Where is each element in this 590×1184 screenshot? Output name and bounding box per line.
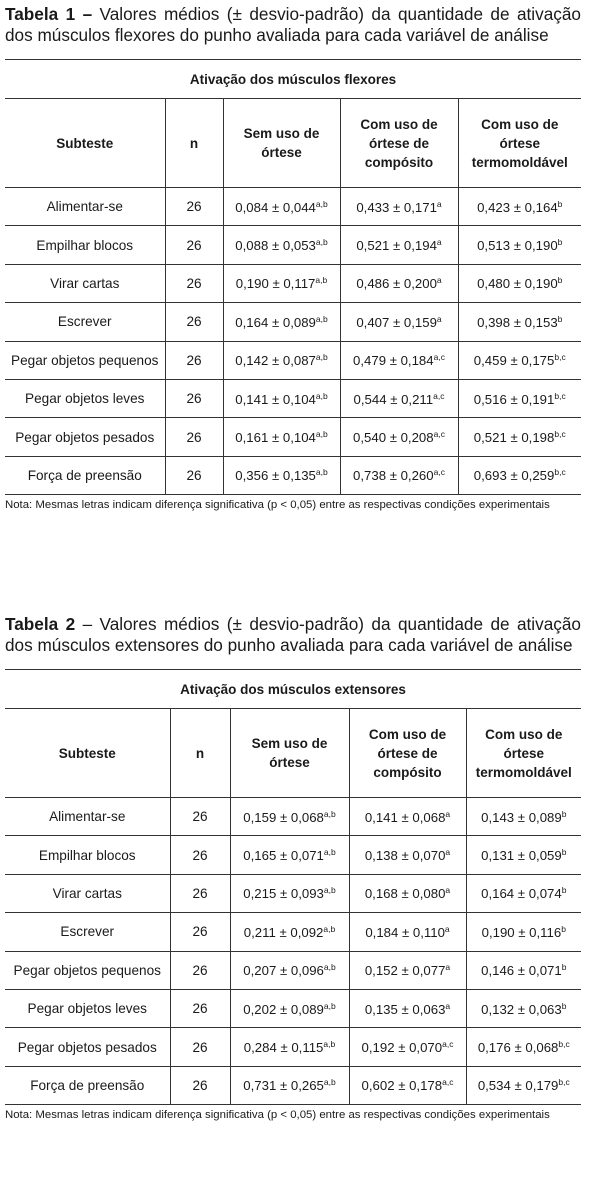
cell-sem-ortese [230,951,349,989]
table-2-block [5,614,581,1122]
cell-sem-ortese-value: 0,088 ± 0,053 [235,238,316,254]
cell-ortese-composito [349,874,466,912]
cell-ortese-termomoldavel [458,188,581,226]
cell-sem-ortese-significance: a,b [323,1039,336,1050]
cell-ortese-termomoldavel [466,951,581,989]
cell-n [170,989,230,1027]
cell-ortese-termomoldavel-value: 0,693 ± 0,259 [473,468,555,484]
cell-sem-ortese [223,303,340,341]
cell-ortese-composito-value: 0,544 ± 0,211 [353,391,434,407]
cell-n [165,226,223,264]
cell-subteste-value: Virar cartas [50,275,120,291]
cell-sem-ortese-significance: a,b [323,808,336,819]
cell-n [170,798,230,836]
cell-ortese-composito-value: 0,168 ± 0,080 [364,886,446,902]
cell-ortese-termomoldavel [466,1066,581,1104]
cell-ortese-composito [340,264,458,302]
cell-subteste [5,456,165,494]
table-row [5,951,581,989]
cell-ortese-termomoldavel-value: 0,146 ± 0,071 [481,963,562,979]
table-2-caption [5,614,581,655]
cell-sem-ortese-value: 0,211 ± 0,092 [243,924,324,940]
table-row [5,1066,581,1104]
cell-sem-ortese [230,913,349,951]
cell-sem-ortese-significance: a,b [323,847,336,858]
cell-ortese-composito [340,188,458,226]
cell-sem-ortese-value: 0,202 ± 0,089 [243,1001,324,1017]
cell-subteste-value: Pegar objetos pequenos [11,352,159,368]
cell-n [165,303,223,341]
cell-ortese-termomoldavel [458,226,581,264]
cell-subteste-value: Escrever [57,314,112,330]
cell-sem-ortese-value: 0,190 ± 0,117 [235,276,316,292]
cell-ortese-composito [340,418,458,456]
table-row [5,379,581,417]
cell-n-value: 26 [186,314,202,330]
cell-sem-ortese-significance: a,b [315,390,328,401]
cell-ortese-composito-significance: a,c [433,429,445,440]
cell-sem-ortese [230,989,349,1027]
table-2-caption-label: Tabela 2 [5,614,76,634]
cell-subteste [5,798,170,836]
cell-sem-ortese-significance: a,b [323,885,336,896]
cell-sem-ortese-significance: a,b [315,275,328,286]
cell-ortese-termomoldavel-significance: b [561,885,567,896]
cell-n-value: 26 [186,237,202,253]
cell-ortese-termomoldavel [458,456,581,494]
cell-n [165,456,223,494]
cell-ortese-composito [340,303,458,341]
cell-sem-ortese [223,456,340,494]
cell-sem-ortese [230,874,349,912]
cell-ortese-composito [349,836,466,874]
table-1-body [5,188,581,495]
cell-ortese-composito [340,341,458,379]
table-2-span-header: Ativação dos músculos extensores [5,670,581,709]
cell-n-value: 26 [186,429,202,445]
cell-subteste-value: Empilhar blocos [38,847,136,863]
cell-sem-ortese-value: 0,161 ± 0,104 [235,430,316,446]
cell-subteste-value: Escrever [60,924,115,940]
cell-sem-ortese-significance: a,b [315,313,328,324]
cell-sem-ortese-significance: a,b [315,429,328,440]
cell-n [165,418,223,456]
cell-n-value: 26 [186,352,202,368]
cell-ortese-termomoldavel-value: 0,398 ± 0,153 [477,314,558,330]
cell-n [170,1028,230,1066]
cell-ortese-composito-value: 0,521 ± 0,194 [356,238,437,254]
cell-sem-ortese-value: 0,165 ± 0,071 [243,848,324,864]
cell-ortese-termomoldavel-value: 0,423 ± 0,164 [477,199,558,215]
cell-ortese-termomoldavel-significance: b [561,1000,567,1011]
cell-sem-ortese-value: 0,356 ± 0,135 [235,468,316,484]
cell-subteste-value: Força de preensão [30,1077,145,1093]
table-row [5,989,581,1027]
cell-ortese-composito-significance: a,c [442,1039,454,1050]
cell-n-value: 26 [192,1077,208,1093]
cell-ortese-termomoldavel-significance: b [557,237,563,248]
cell-n [165,341,223,379]
cell-ortese-termomoldavel [466,1028,581,1066]
cell-ortese-composito-value: 0,407 ± 0,159 [356,314,437,330]
cell-ortese-composito-significance: a,c [442,1077,454,1088]
cell-sem-ortese-value: 0,284 ± 0,115 [243,1040,324,1056]
cell-ortese-composito-significance: a [445,962,451,973]
cell-n-value: 26 [192,1001,208,1017]
cell-ortese-termomoldavel [458,379,581,417]
table-row [5,188,581,226]
cell-subteste-value: Pegar objetos leves [25,391,145,407]
cell-ortese-composito-value: 0,602 ± 0,178 [361,1078,443,1094]
cell-ortese-composito-value: 0,152 ± 0,077 [364,963,446,979]
table-2-note: Nota: Mesmas letras indicam diferença significativa (p < 0,05) entre as respectivas condições experimentais [5,1109,550,1122]
cell-subteste [5,1066,170,1104]
cell-sem-ortese-significance: a,b [323,1000,336,1011]
cell-ortese-termomoldavel-significance: b,c [554,352,566,363]
table-row [5,303,581,341]
cell-ortese-termomoldavel-significance: b [561,847,567,858]
cell-sem-ortese-significance: a,b [323,1077,336,1088]
cell-n-value: 26 [186,199,202,215]
cell-ortese-termomoldavel-significance: b [561,962,567,973]
cell-ortese-termomoldavel-significance: b,c [558,1077,570,1088]
table-1-block [5,4,581,512]
cell-subteste [5,836,170,874]
cell-n [165,264,223,302]
cell-ortese-composito-significance: a [445,1000,451,1011]
col-header-n: n [165,99,223,188]
table-2 [5,669,581,1105]
cell-ortese-composito-value: 0,738 ± 0,260 [353,468,434,484]
table-row [5,913,581,951]
cell-ortese-termomoldavel-value: 0,143 ± 0,089 [481,809,562,825]
cell-sem-ortese-significance: a,b [323,923,336,934]
cell-ortese-composito-value: 0,141 ± 0,068 [364,809,446,825]
cell-subteste [5,1028,170,1066]
cell-ortese-composito [349,1028,466,1066]
cell-ortese-termomoldavel-significance: b,c [554,390,566,401]
cell-subteste [5,874,170,912]
cell-subteste [5,341,165,379]
cell-ortese-termomoldavel-value: 0,516 ± 0,191 [473,391,555,407]
cell-ortese-composito-significance: a [436,275,442,286]
cell-ortese-composito [340,226,458,264]
cell-n-value: 26 [186,391,202,407]
cell-n-value: 26 [192,924,208,940]
cell-n [170,874,230,912]
cell-n-value: 26 [186,275,202,291]
cell-ortese-termomoldavel-significance: b,c [554,429,566,440]
cell-ortese-termomoldavel-value: 0,190 ± 0,116 [481,924,562,940]
table-1 [5,59,581,495]
cell-ortese-termomoldavel-significance: b,c [558,1039,570,1050]
cell-ortese-termomoldavel-value: 0,513 ± 0,190 [477,238,558,254]
cell-ortese-termomoldavel-significance: b [557,275,563,286]
cell-sem-ortese-significance: a,b [315,467,328,478]
table-1-caption-text: Valores médios (± desvio-padrão) da quantidade de ativação dos músculos flexores do punho avaliada para cada variável de análise [5,4,581,45]
cell-ortese-termomoldavel [466,836,581,874]
cell-sem-ortese [223,341,340,379]
cell-sem-ortese [230,836,349,874]
table-row [5,456,581,494]
cell-n [170,1066,230,1104]
table-1-header-row [5,99,581,188]
cell-sem-ortese [230,1066,349,1104]
table-1-span-header: Ativação dos músculos flexores [5,60,581,99]
cell-n-value: 26 [192,885,208,901]
col-header-ortese-termomoldavel: Com uso de órtese termomoldável [466,709,581,798]
table-row [5,1028,581,1066]
cell-n-value: 26 [192,809,208,825]
cell-ortese-termomoldavel-value: 0,480 ± 0,190 [477,276,558,292]
table-row [5,836,581,874]
cell-ortese-termomoldavel-value: 0,521 ± 0,198 [473,430,555,446]
cell-ortese-termomoldavel-value: 0,132 ± 0,063 [481,1001,562,1017]
cell-ortese-composito-significance: a [436,237,442,248]
cell-n [165,379,223,417]
cell-ortese-composito [340,456,458,494]
col-header-ortese-composito: Com uso de órtese de compósito [340,99,458,188]
cell-n-value: 26 [192,962,208,978]
cell-subteste [5,264,165,302]
cell-n-value: 26 [192,1039,208,1055]
cell-sem-ortese-value: 0,141 ± 0,104 [235,391,316,407]
table-2-caption-text: – Valores médios (± desvio-padrão) da quantidade de ativação dos músculos extensores do punho avaliada para cada variável de análise [5,614,581,655]
col-header-ortese-composito: Com uso de órtese de compósito [349,709,466,798]
cell-ortese-composito [349,1066,466,1104]
cell-ortese-composito-value: 0,433 ± 0,171 [356,199,437,215]
cell-ortese-termomoldavel [466,798,581,836]
cell-ortese-composito [349,798,466,836]
cell-subteste-value: Pegar objetos pesados [15,429,155,445]
cell-subteste-value: Alimentar-se [49,809,126,825]
cell-subteste [5,951,170,989]
cell-n [165,188,223,226]
cell-sem-ortese-value: 0,731 ± 0,265 [243,1078,324,1094]
cell-ortese-composito-value: 0,479 ± 0,184 [353,353,434,369]
cell-ortese-termomoldavel-value: 0,459 ± 0,175 [473,353,555,369]
cell-sem-ortese [223,379,340,417]
cell-sem-ortese-value: 0,207 ± 0,096 [243,963,324,979]
col-header-sem-ortese: Sem uso de órtese [230,709,349,798]
cell-sem-ortese-significance: a,b [323,962,336,973]
table-row [5,418,581,456]
cell-subteste-value: Pegar objetos pequenos [13,962,161,978]
cell-ortese-composito-value: 0,540 ± 0,208 [353,430,434,446]
col-header-ortese-termomoldavel: Com uso de órtese termomoldável [458,99,581,188]
cell-ortese-termomoldavel [458,303,581,341]
table-1-caption [5,4,581,45]
cell-sem-ortese [223,418,340,456]
cell-subteste [5,226,165,264]
cell-sem-ortese [223,188,340,226]
cell-sem-ortese [230,1028,349,1066]
cell-subteste-value: Empilhar blocos [36,237,134,253]
cell-subteste [5,188,165,226]
cell-ortese-termomoldavel-significance: b [557,313,563,324]
cell-subteste [5,913,170,951]
cell-ortese-termomoldavel-value: 0,164 ± 0,074 [481,886,562,902]
cell-ortese-composito-significance: a [436,198,442,209]
cell-ortese-termomoldavel-significance: b,c [554,467,566,478]
col-header-n: n [170,709,230,798]
col-header-sem-ortese: Sem uso de órtese [223,99,340,188]
cell-ortese-composito [340,379,458,417]
cell-sem-ortese-value: 0,142 ± 0,087 [235,353,316,369]
cell-sem-ortese-significance: a,b [315,352,328,363]
table-1-note: Nota: Mesmas letras indicam diferença significativa (p < 0,05) entre as respectivas condições experimentais [5,499,550,512]
cell-ortese-composito-significance: a [445,847,451,858]
cell-ortese-termomoldavel-value: 0,534 ± 0,179 [477,1078,559,1094]
cell-ortese-termomoldavel [466,913,581,951]
cell-ortese-termomoldavel [458,418,581,456]
cell-ortese-composito [349,951,466,989]
cell-ortese-termomoldavel [458,341,581,379]
col-header-subteste: Subteste [5,99,165,188]
cell-n [170,951,230,989]
table-2-header-row [5,709,581,798]
cell-ortese-termomoldavel-value: 0,131 ± 0,059 [481,848,562,864]
cell-subteste-value: Pegar objetos pesados [17,1039,157,1055]
cell-ortese-composito-significance: a [445,885,451,896]
cell-sem-ortese-significance: a,b [315,198,328,209]
cell-ortese-termomoldavel [466,874,581,912]
cell-ortese-composito-value: 0,138 ± 0,070 [364,848,446,864]
cell-sem-ortese-value: 0,159 ± 0,068 [243,809,324,825]
cell-n-value: 26 [186,467,202,483]
cell-ortese-composito-significance: a,c [433,390,445,401]
table-row [5,341,581,379]
cell-n [170,836,230,874]
cell-ortese-composito-value: 0,135 ± 0,063 [364,1001,446,1017]
cell-sem-ortese [230,798,349,836]
cell-ortese-termomoldavel [466,989,581,1027]
cell-sem-ortese-value: 0,215 ± 0,093 [243,886,324,902]
cell-n [170,913,230,951]
cell-sem-ortese-value: 0,164 ± 0,089 [235,314,316,330]
cell-ortese-composito-value: 0,184 ± 0,110 [365,924,445,940]
cell-ortese-termomoldavel [458,264,581,302]
cell-subteste [5,418,165,456]
cell-ortese-composito-significance: a [444,923,450,934]
cell-ortese-composito-value: 0,486 ± 0,200 [356,276,437,292]
cell-sem-ortese-significance: a,b [315,237,328,248]
cell-subteste [5,379,165,417]
col-header-subteste: Subteste [5,709,170,798]
cell-subteste-value: Força de preensão [27,467,142,483]
cell-ortese-composito-significance: a,c [433,467,445,478]
cell-subteste [5,303,165,341]
cell-ortese-termomoldavel-value: 0,176 ± 0,068 [477,1040,559,1056]
cell-ortese-composito-value: 0,192 ± 0,070 [361,1040,443,1056]
table-1-caption-label: Tabela 1 – [5,4,93,24]
cell-sem-ortese [223,226,340,264]
table-row [5,264,581,302]
table-row [5,226,581,264]
cell-ortese-termomoldavel-significance: b [561,923,566,934]
table-2-body [5,798,581,1105]
cell-n-value: 26 [192,847,208,863]
cell-ortese-composito [349,913,466,951]
cell-subteste-value: Alimentar-se [46,199,123,215]
cell-ortese-termomoldavel-significance: b [557,198,563,209]
table-row [5,798,581,836]
cell-subteste-value: Pegar objetos leves [27,1001,147,1017]
cell-ortese-termomoldavel-significance: b [561,808,567,819]
cell-ortese-composito-significance: a [445,808,451,819]
cell-ortese-composito-significance: a,c [433,352,445,363]
cell-ortese-composito [349,989,466,1027]
cell-sem-ortese [223,264,340,302]
table-row [5,874,581,912]
cell-subteste [5,989,170,1027]
cell-ortese-composito-significance: a [436,313,442,324]
cell-sem-ortese-value: 0,084 ± 0,044 [235,199,316,215]
cell-subteste-value: Virar cartas [52,885,122,901]
